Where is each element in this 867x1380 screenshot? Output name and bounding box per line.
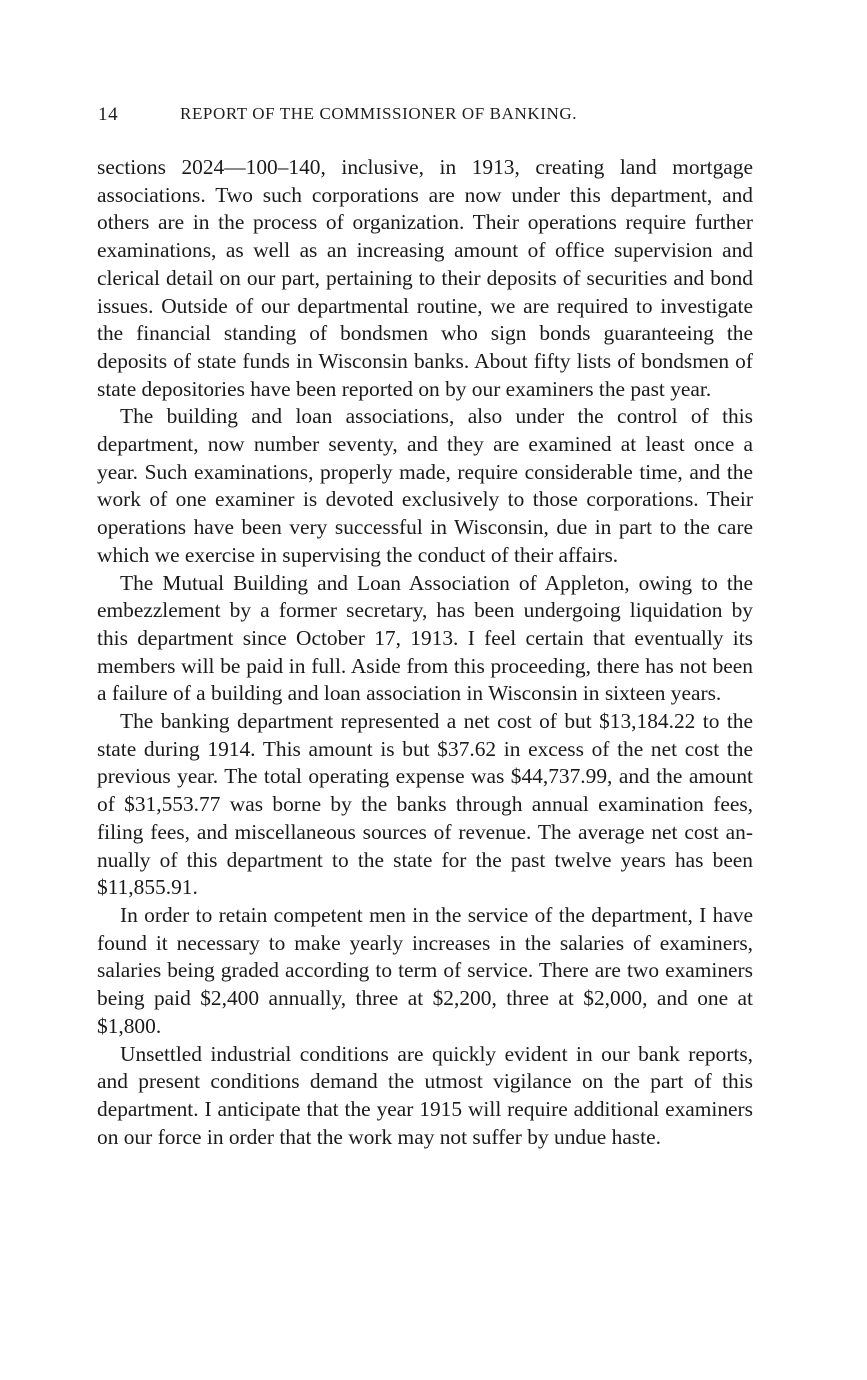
running-header (98, 104, 758, 130)
paragraph-net-cost: The banking department represented a net cost of but $13,184.22 to the state during 1914. This amount is but $37.62 in excess of the net cost the previous year. The total operating expense was $44,737.99, and the amount of $31,553.77 was borne by the banks through annual examination fees, filing fees, and miscellaneous sources of revenue. The average net cost annually of this department to the state for the past twelve years has been $11,855.91. (97, 709, 753, 900)
paragraph-examiner-salaries: In order to retain competent men in the service of the department, I have found it necessary to make yearly increases in the salaries of examiners, salaries being graded according to term of service. There are two examiners being paid $2,400 annually, three at $2,200, three at $2,000, and one at $1,800. (97, 902, 753, 1038)
body-text (97, 154, 753, 1151)
paragraph-building-loan: The building and loan associations, also under the control of this department, now number seventy, and they are examined at least once a year. Such examinations, properly made, require considerable time, and the work of one examiner is devoted exclusively to those corporations. Their operations have been very successful in Wisconsin, due in part to the care which we exercise in supervising the conduct of their affairs. (97, 404, 753, 567)
running-title: REPORT OF THE COMMISSIONER OF BANKING. (180, 104, 578, 123)
page-number: 14 (98, 104, 119, 125)
paragraph-land-mortgage: sections 2024—100–140, inclusive, in 1913, creating land mortgage associations. Two such corporations are now under this department, and others are in the process of organization. Their operations require further examinations, as well as an increasing amount of office supervision and clerical detail on our part, pertaining to their deposits of securities and bond issues. Outside of our departmental routine, we are required to investigate the financial standing of bondsmen who sign bonds guaranteeing the deposits of state funds in Wisconsin banks. About fifty lists of bondsmen of state depositories have been reported on by our examiners the past year. (97, 155, 753, 401)
paragraph-industrial-conditions: Unsettled industrial conditions are quickly evident in our bank reports, and present conditions demand the utmost vigilance on the part of this department. I anticipate that the year 1915 will require additional examiners on our force in order that the work may not suffer by undue haste. (97, 1041, 753, 1149)
paragraph-appleton-association: The Mutual Building and Loan Association of Appleton, owing to the embezzlement by a former secretary, has been undergoing liquidation by this department since October 17, 1913. I feel certain that eventually its members will be paid in full. Aside from this proceeding, there has not been a failure of a building and loan association in Wisconsin in sixteen years. (97, 570, 753, 706)
